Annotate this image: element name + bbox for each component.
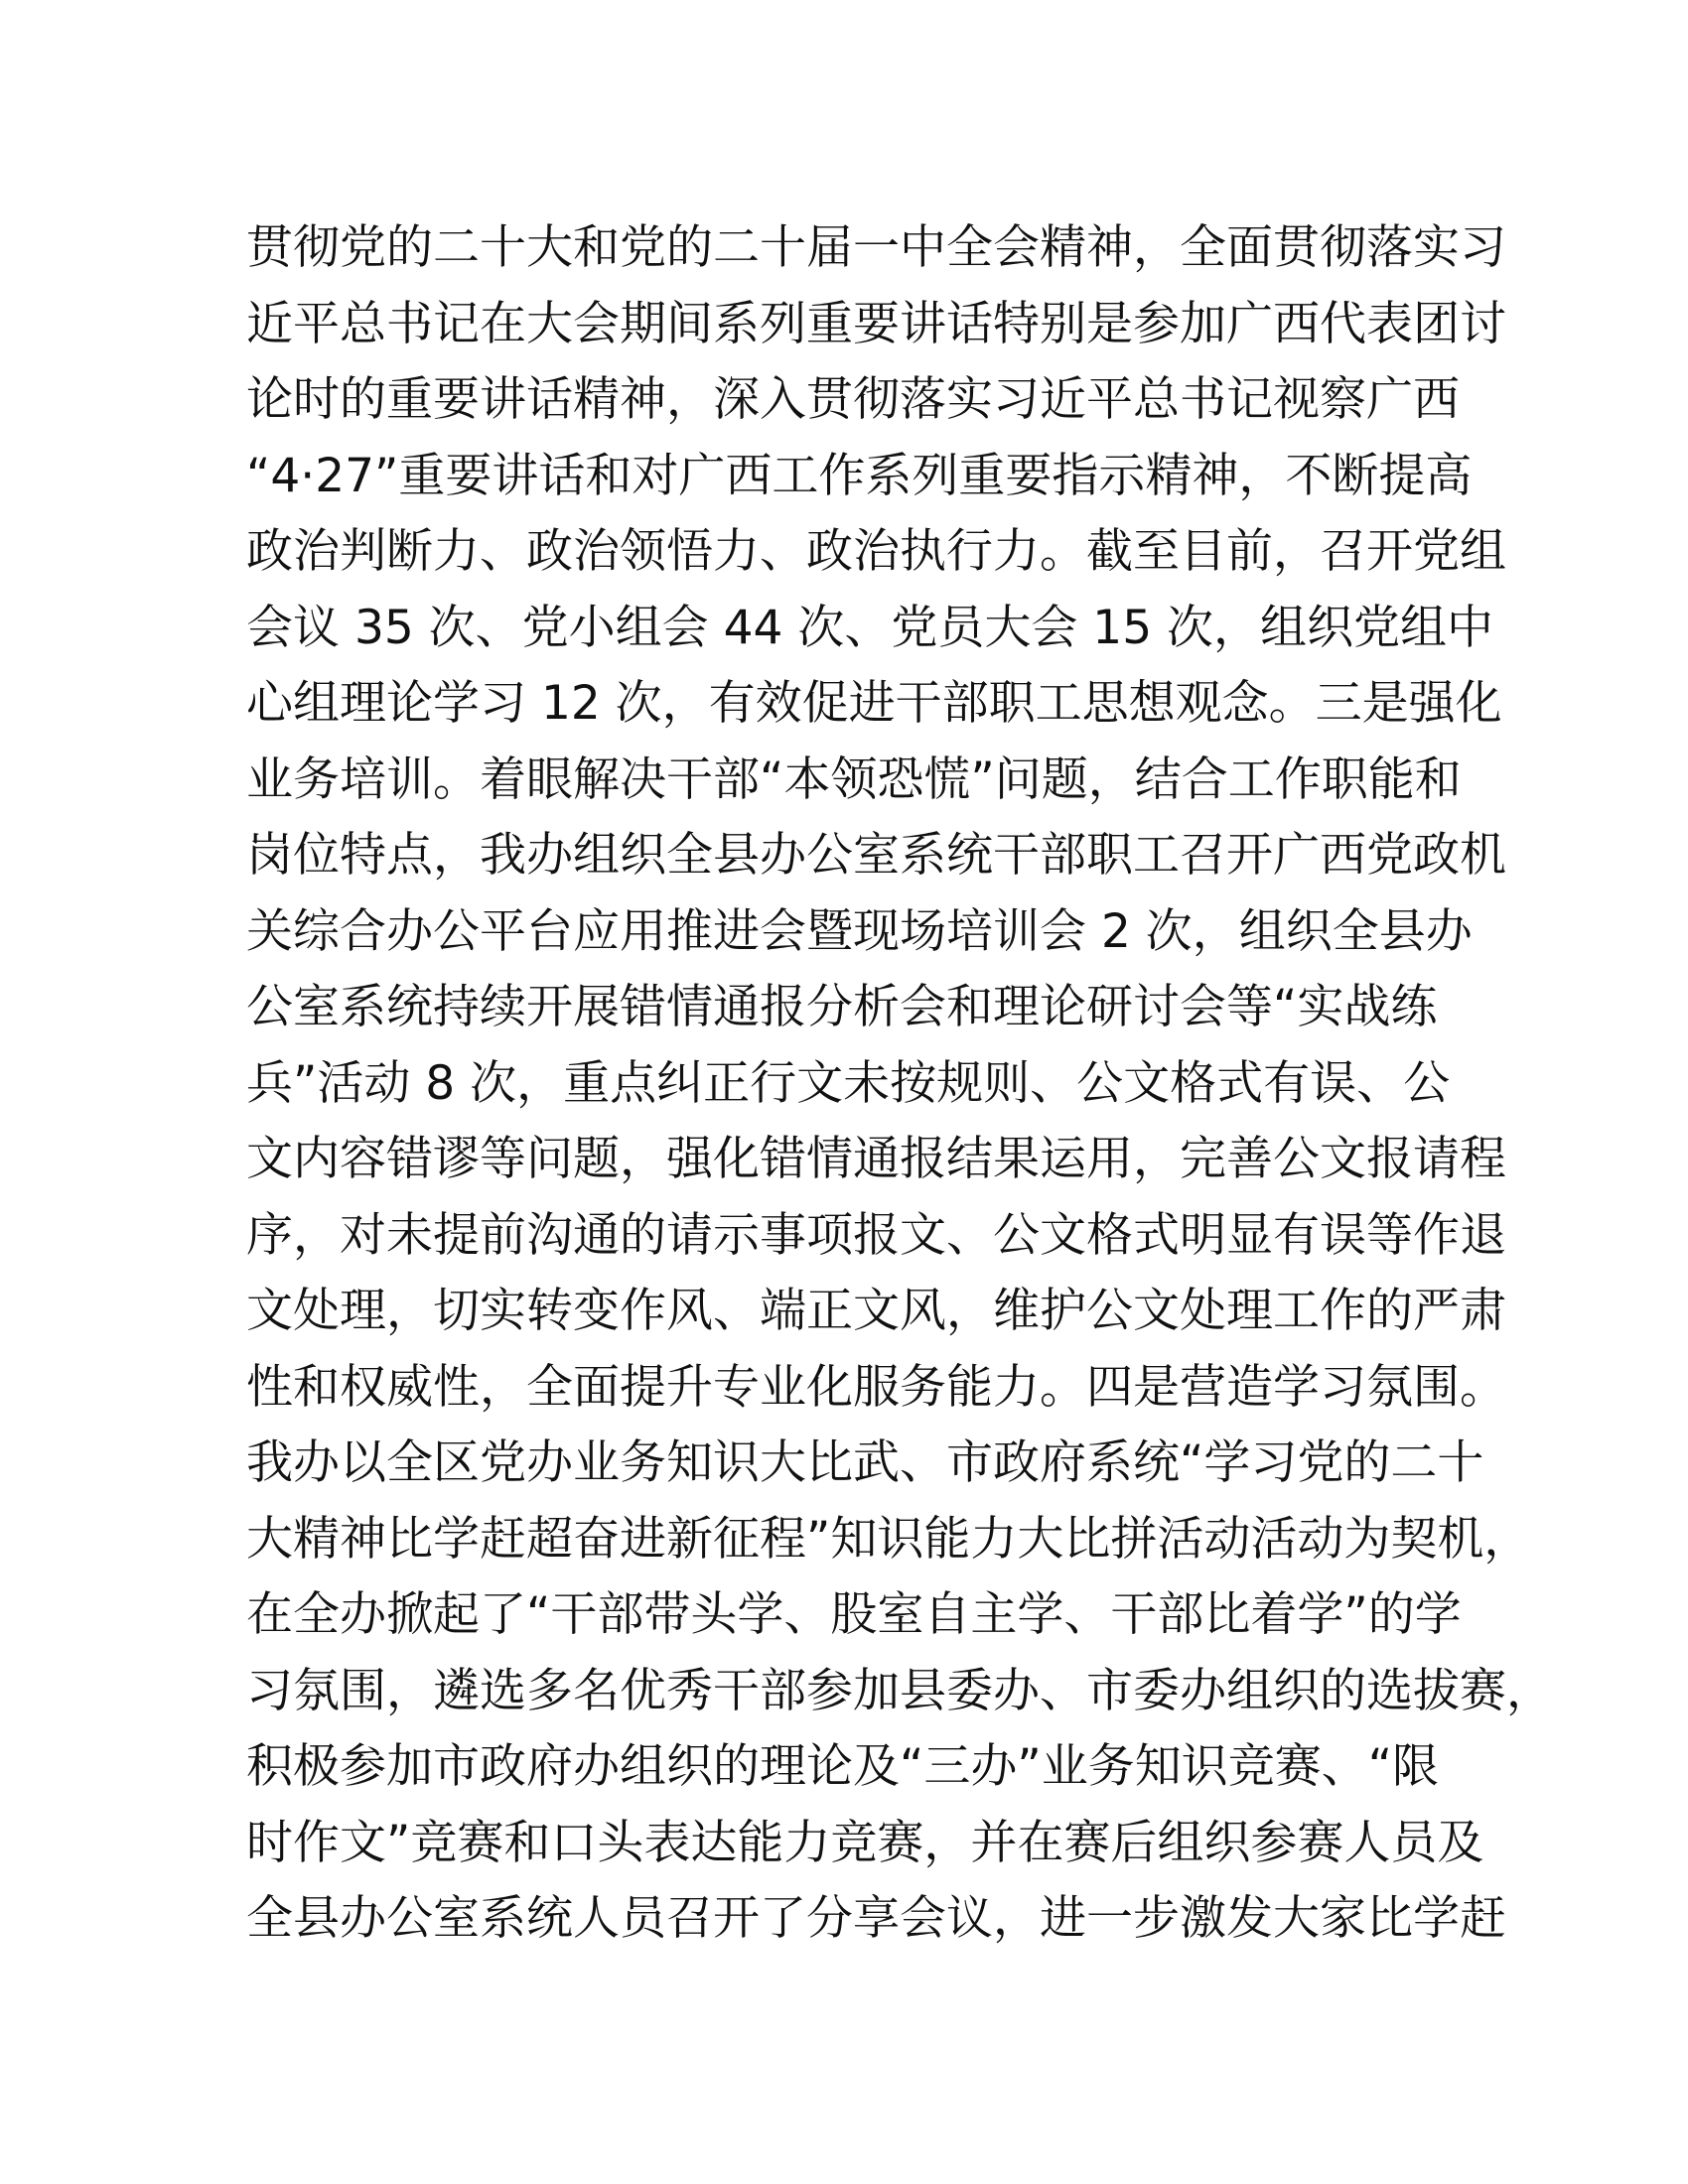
text-line: 时作文”竞赛和口头表达能力竞赛，并在赛后组织参赛人员及 <box>246 1815 1484 1870</box>
text-line: 兵”活动 8 次，重点纠正行文未按规则、公文格式有误、公 <box>246 1055 1451 1111</box>
text-line: 大精神比学赶超奋进新征程”知识能力大比拼活动活动为契机， <box>246 1511 1531 1567</box>
text-line: “4·27”重要讲话和对广西工作系列重要指示精神，不断提高 <box>246 448 1473 503</box>
text-line: 序，对未提前沟通的请示事项报文、公文格式明显有误等作退 <box>246 1207 1506 1263</box>
body-text <box>246 210 1553 1958</box>
text-line: 贯彻党的二十大和党的二十届一中全会精神，全面贯彻落实习 <box>246 220 1506 275</box>
text-line: 积极参加市政府办组织的理论及“三办”业务知识竞赛、“限 <box>246 1739 1440 1794</box>
text-line: 在全办掀起了“干部带头学、股室自主学、干部比着学”的学 <box>246 1587 1462 1642</box>
text-line: 政治判断力、政治领悟力、政治执行力。截至目前，召开党组 <box>246 524 1506 579</box>
text-line: 关综合办公平台应用推进会暨现场培训会 2 次，组织全县办 <box>246 903 1473 959</box>
text-line: 岗位特点，我办组织全县办公室系统干部职工召开广西党政机 <box>246 828 1506 883</box>
text-line: 心组理论学习 12 次，有效促进干部职工思想观念。三是强化 <box>246 676 1502 731</box>
text-line: 性和权威性，全面提升专业化服务能力。四是营造学习氛围。 <box>246 1359 1506 1415</box>
text-line: 文内容错谬等问题，强化错情通报结果运用，完善公文报请程 <box>246 1132 1506 1186</box>
text-line: 文处理，切实转变作风、端正文风，维护公文处理工作的严肃 <box>246 1284 1506 1338</box>
text-line: 公室系统持续开展错情通报分析会和理论研讨会等“实战练 <box>246 980 1438 1034</box>
text-line: 全县办公室系统人员召开了分享会议，进一步激发大家比学赶 <box>246 1891 1506 1946</box>
text-line: 会议 35 次、党小组会 44 次、党员大会 15 次，组织党组中 <box>246 600 1494 655</box>
text-line: 论时的重要讲话精神，深入贯彻落实习近平总书记视察广西 <box>246 372 1460 427</box>
text-line: 习氛围，遴选多名优秀干部参加县委办、市委办组织的选拔赛， <box>246 1663 1553 1718</box>
text-line: 近平总书记在大会期间系列重要讲话特别是参加广西代表团讨 <box>246 296 1506 351</box>
text-line: 业务培训。着眼解决干部“本领恐慌”问题，结合工作职能和 <box>246 751 1462 807</box>
text-line: 我办以全区党办业务知识大比武、市政府系统“学习党的二十 <box>246 1435 1484 1490</box>
